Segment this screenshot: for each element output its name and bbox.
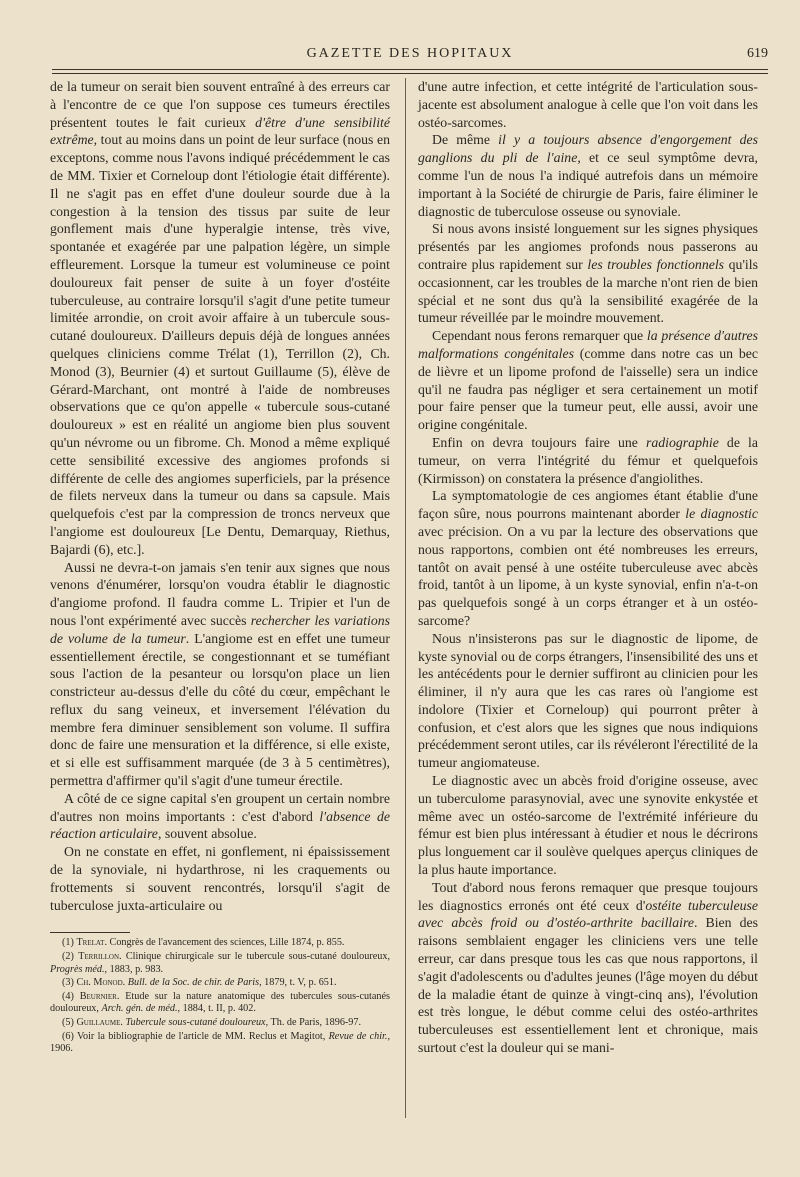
header-rule — [52, 69, 768, 70]
right-column — [418, 78, 758, 1057]
paragraph: De même il y a toujours absence d'engorgement des ganglions du pli de l'aine, et ce seul symptôme devra, comme l'un de nous l'a indiqué autrefois dans un mémoire important à la Société de chirurgie de Paris, faire éliminer le diagnostic de tuberculose osseuse ou synoviale. — [418, 132, 759, 219]
paragraph: d'une autre infection, et cette intégrité de l'articulation sous-jacente est absolument analogue à celle que l'on voit dans les ostéo-sarcomes. — [418, 79, 758, 130]
footnote: (4) Beurnier. Etude sur la nature anatomique des tubercules sous-cutanés douloureux, Arch. gén. de méd., 1884, t. II, p. 402. — [50, 990, 390, 1015]
paragraph: Tout d'abord nous ferons remaquer que presque toujours les diagnostics erronés ont été ceux d'ostéite tuberculeuse avec abcès froid ou d'ostéo-arthrite bacillaire. Bien des raisons semblaient engager les cliniciens vers une telle erreur, car dans presque tous les cas que nous rapportons, il s'agit d'adolescents ou d'adultes jeunes (l'âge moyen du début de la maladie étant de quinze à vingt-cinq ans), l'évolution est très longue, le début comme celui des ostéo-arthrites tuberculeuses est essentiellement lent et chronique, mais surtout c'est la douleur qui se mani- — [418, 879, 759, 1056]
page-number: 619 — [747, 46, 768, 61]
paragraph: Le diagnostic avec un abcès froid d'origine osseuse, avec un tuberculome parasynovial, avec une synovite enkystée et même avec un ostéo-sarcome de l'extrémité inférieure du fémur est bien plus intéressant à étudier et nous le décrirons plus longuement car il soulève quelques aperçus cliniques de la plus haute importance. — [418, 773, 758, 878]
footnote: (2) Terrillon. Clinique chirurgicale sur le tubercule sous-cutané douloureux, Progrès méd., 1883, p. 983. — [50, 951, 390, 975]
footnotes — [50, 937, 390, 1055]
paragraph: Enfin on devra toujours faire une radiographie de la tumeur, on verra l'intégrité du fémur et quelquefois (Kirmisson) on constatera la présence d'angiolithes. — [418, 434, 758, 486]
paragraph: de la tumeur on serait bien souvent entraîné à des erreurs car à l'encontre de ce que l'on suppose ces tumeurs érectiles présentent toutes le fait curieux d'être d'une sensibilité extrême, tout au moins dans un point de leur surface (nous en exceptons, comme nous l'avons indiqué précédemment le cas de MM. Tixier et Corneloup dont l'étiologie était différente). Il ne s'agit pas en effet d'une douleur sourde due à la congestion à la tension des tissus par suite de leur gonflement mais d'une hyperalgie intense, très vive, spontanée et exagérée par une palpation légère, un simple effleurement. Lorsque la tumeur est volumineuse ce point douloureux fait penser de suite à un foyer d'ostéite tuberculeuse, au contraire lorsqu'il s'agit d'une petite tumeur limitée arrondie, on croit avoir affaire à un tubercule sous-cutané douloureux. D'ailleurs depuis déjà de longues années quelques cliniciens comme Trélat (1), Terrillon (2), Ch. Monod (3), Beurnier (4) et surtout Guillaume (5), élève de Gérard-Marchant, ont montré à l'aide de nombreuses observations que ce qu'on appelle « tubercule sous-cutané douloureux » est en réalité un angiome bien plus souvent qu'un névrome ou un fibrome. Ch. Monod a même expliqué cette sensibilité excessive des angiomes profonds si différente de celle des angiomes superficiels, par la présence de filets nerveux dans la tumeur ou dans sa capsule. Mais quelquefois c'est par la compression de troncs nerveux que l'angiome est douloureux [Le Dentu, Demarquay, Riethus, Bajardi (6), etc.]. — [50, 79, 390, 557]
footnote: (6) Voir la bibliographie de l'article de MM. Reclus et Magitot, Revue de chir., 1906. — [50, 1030, 390, 1055]
header-rule-thin — [52, 73, 768, 74]
column-divider — [405, 78, 406, 1118]
paragraph: Aussi ne devra-t-on jamais s'en tenir aux signes que nous venons d'énumérer, lorsqu'on voudra établir le diagnostic d'angiome profond. Il faudra comme L. Tripier et l'un de nous l'ont expérimenté avec succès rechercher les variations de volume de la tumeur. L'angiome est en effet une tumeur essentiellement érectile, se congestionnant et se tuméfiant sous l'action de la pesanteur ou lorsqu'on place un lien constricteur au-dessus d'elle du côté du cœur, empêchant le reflux du sang veineux, et inversement l'élévation du membre fera diminuer sensiblement son volume. Il suffira donc de faire une mensuration et la différence, si elle existe, et si elle est suffisamment marquée (de 3 à 5 centimètres), permettra d'affirmer qu'il s'agit d'une tumeur érectile. — [50, 559, 390, 789]
paragraph: On ne constate en effet, ni gonflement, ni épaississement de la synoviale, ni hydarthrose, ni les craquements ou frottements si souvent rencontrés, lorsqu'il s'agit de tuberculose juxta-articulaire ou — [50, 844, 390, 913]
footnote: (3) Ch. Monod. Bull. de la Soc. de chir. de Paris, 1879, t. V, p. 651. — [62, 977, 337, 989]
left-column — [50, 78, 390, 1057]
running-title: GAZETTE DES HOPITAUX — [306, 46, 514, 61]
page-header — [52, 46, 768, 66]
paragraph: Si nous avons insisté longuement sur les signes physiques présentés par les angiomes profonds nous passerons au contraire plus rapidement sur les troubles fonctionnels qu'ils occasionnent, car les troubles de la marche n'ont rien de bien spécial et ne sont dus qu'à la sensibilité exagérée de la tumeur réveillée par le moindre mouvement. — [418, 221, 758, 326]
paragraph: A côté de ce signe capital s'en groupent un certain nombre d'autres non moins importants : c'est d'abord l'absence de réaction articulaire, souvent absolue. — [50, 790, 390, 842]
footnote: (1) Trelat. Congrès de l'avancement des sciences, Lille 1874, p. 855. — [62, 937, 345, 949]
paragraph: La symptomatologie de ces angiomes étant établie d'une façon sûre, nous pourrons maintenant aborder le diagnostic avec précision. On a vu par la lecture des observations que nous rapportons, combien ont été nombreuses les erreurs, tantôt on avait pensé à une ostéite tuberculeuse avec abcès froid, tantôt à un lipome, à un kyste synovial, enfin n'a-t-on pas quelquefois songé à un corps étranger et à un ostéo-sarcome? — [418, 488, 758, 628]
footnote-separator — [50, 932, 130, 933]
footnote: (5) Guillaume. Tubercule sous-cutané douloureux, Th. de Paris, 1896-97. — [62, 1017, 362, 1029]
paragraph: Nous n'insisterons pas sur le diagnostic de lipome, de kyste synovial ou de corps étrangers, l'insensibilité des uns et les antécédents pour le dernier suffiront au clinicien pour les éliminer, il n'y aura que les cas rares où l'angiome est indolore (Tixier et Corneloup) qui pourront prêter à confusion, et c'est alors que les signes que nous indiquions précédemment seront utiles, car ils révéleront l'érectilité de la tumeur angiomateuse. — [418, 630, 758, 771]
paragraph: Cependant nous ferons remarquer que la présence d'autres malformations congénitales (comme dans notre cas un bec de lièvre et un lipome profond de l'aisselle) sera un indice qu'il ne faudra pas négliger et sera certainement un motif pour faire penser que la tumeur peut, elle aussi, avoir une origine congénitale. — [418, 328, 758, 433]
